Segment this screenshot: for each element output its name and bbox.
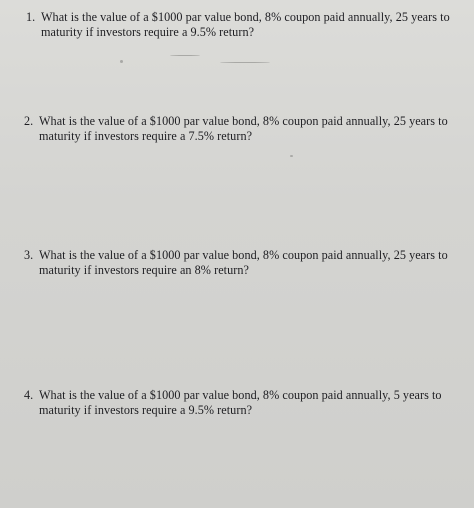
question-text-line-1: What is the value of a $1000 par value bond, 8% coupon paid annually, 25 years to (39, 114, 448, 128)
question-number: 4. (24, 388, 34, 402)
question-2 (24, 114, 448, 144)
question-text-line-2: maturity if investors require a 9.5% return? (39, 403, 253, 417)
pencil-smudge (220, 62, 270, 63)
question-text-line-1: What is the value of a $1000 par value bond, 8% coupon paid annually, 5 years to (39, 388, 442, 402)
question-1 (26, 10, 450, 40)
question-3 (24, 248, 448, 278)
question-text-line-2: maturity if investors require a 7.5% return? (39, 129, 253, 143)
question-text-line-1: What is the value of a $1000 par value bond, 8% coupon paid annually, 25 years to (39, 248, 448, 262)
question-number: 2. (24, 114, 34, 128)
question-text-line-2: maturity if investors require an 8% return? (39, 263, 249, 277)
question-number: 1. (26, 10, 36, 24)
pencil-smudge (120, 60, 123, 63)
pencil-smudge (290, 155, 293, 157)
pencil-smudge (170, 55, 200, 56)
question-text-line-1: What is the value of a $1000 par value bond, 8% coupon paid annually, 25 years to (41, 10, 450, 24)
question-text-line-2: maturity if investors require a 9.5% return? (41, 25, 255, 39)
question-number: 3. (24, 248, 34, 262)
question-4 (24, 388, 442, 418)
